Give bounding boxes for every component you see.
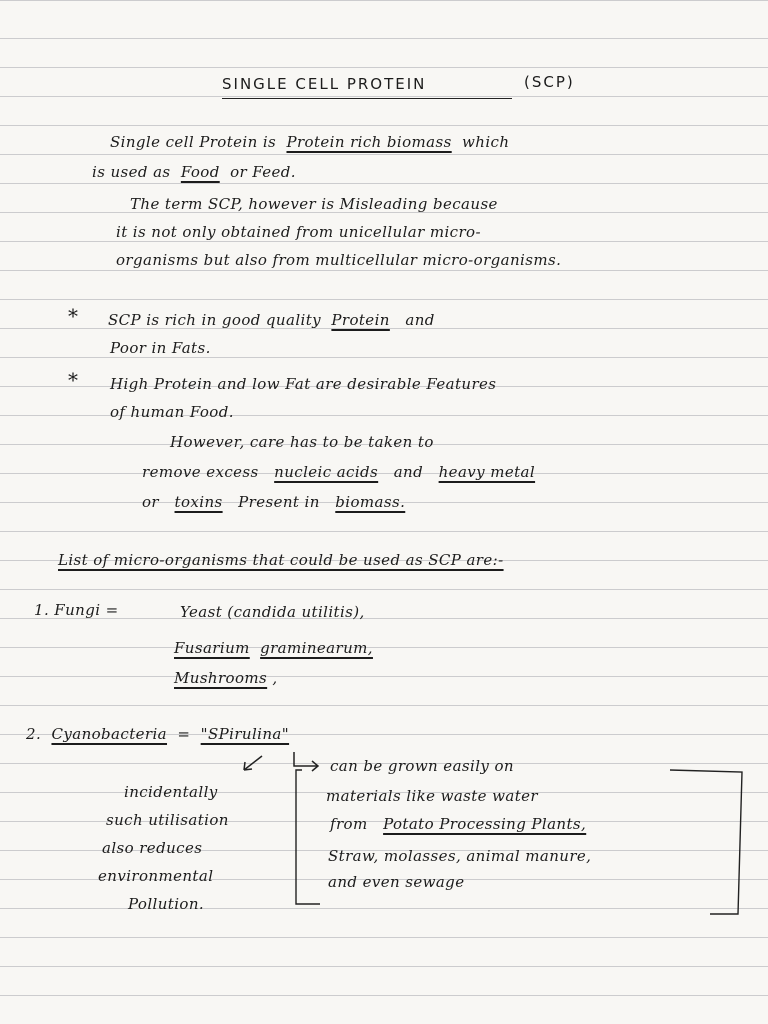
fungi-text: , — [272, 669, 278, 687]
note-line-2 — [142, 462, 535, 482]
bullet-star: * — [68, 368, 79, 392]
intro-text: is used as — [92, 163, 171, 181]
note-text: and — [393, 463, 424, 481]
list-heading: List of micro-organisms that could be used as SCP are:- — [58, 551, 504, 569]
fungi-line-3 — [174, 668, 277, 688]
bullet-1-line-2: Poor in Fats. — [110, 339, 211, 357]
side-note-line-2: such utilisation — [106, 811, 229, 829]
heavy-metal-term: heavy metal — [438, 463, 536, 481]
box-line-3 — [330, 814, 586, 834]
protein-term: Protein — [331, 311, 390, 329]
note-line-3 — [142, 492, 405, 512]
side-note-line-5: Pollution. — [128, 895, 205, 913]
bullet-text: SCP is rich in good quality — [108, 311, 322, 329]
bullet-text: and — [405, 311, 435, 329]
note-text: Present in — [238, 493, 320, 511]
fungi-label: 1. Fungi = — [34, 601, 119, 619]
intro-line-3: The term SCP, however is Misleading because — [130, 195, 498, 213]
cyano-line — [26, 724, 289, 744]
spirulina-term: "SPirulina" — [200, 725, 290, 743]
intro-line-1 — [110, 132, 509, 152]
box-text: from — [330, 815, 368, 833]
side-note-line-1: incidentally — [124, 783, 218, 801]
margin-line — [0, 0, 768, 1]
fungi-line-2 — [174, 638, 373, 658]
graminearum-term: graminearum, — [260, 639, 373, 657]
potato-plants-term: Potato Processing Plants, — [383, 815, 587, 833]
side-note-line-3: also reduces — [102, 839, 203, 857]
intro-text: Single cell Protein is — [110, 133, 277, 151]
box-line-5: and even sewage — [328, 873, 465, 891]
intro-text: which — [462, 133, 510, 151]
bullet-star: * — [68, 304, 79, 328]
note-text: or — [142, 493, 160, 511]
intro-line-2 — [92, 162, 296, 182]
toxins-term: toxins — [174, 493, 223, 511]
fusarium-term: Fusarium — [174, 639, 250, 657]
intro-line-4: it is not only obtained from unicellular micro- — [116, 223, 481, 241]
bullet-2-line-1: High Protein and low Fat are desirable Features — [110, 375, 497, 393]
biomass-term: biomass. — [335, 493, 406, 511]
box-line-4: Straw, molasses, animal manure, — [328, 847, 592, 865]
bullet-2-line-2: of human Food. — [110, 403, 234, 421]
page-title: SINGLE CELL PROTEIN — [222, 75, 427, 93]
nucleic-acids-term: nucleic acids — [274, 463, 379, 481]
side-note-line-4: environmental — [98, 867, 214, 885]
mushrooms-term: Mushrooms — [174, 669, 268, 687]
intro-text: or Feed. — [230, 163, 296, 181]
cyano-equals: = — [177, 725, 191, 743]
intro-line-5: organisms but also from multicellular micro-organisms. — [116, 251, 562, 269]
note-text: remove excess — [142, 463, 259, 481]
page-title-abbr: (SCP) — [524, 73, 575, 91]
down-left-arrow-icon — [236, 752, 266, 776]
note-line-1: However, care has to be taken to — [170, 433, 434, 451]
cyanobacteria-term: Cyanobacteria — [51, 725, 168, 743]
food-term: Food — [180, 163, 220, 181]
title-underline — [222, 98, 512, 99]
protein-rich-biomass: Protein rich biomass — [286, 133, 452, 151]
box-line-2: materials like waste water — [326, 787, 538, 805]
fungi-yeast: Yeast (candida utilitis), — [180, 603, 365, 621]
cyano-number: 2. — [26, 725, 42, 743]
bullet-1-line-1 — [108, 310, 435, 330]
box-line-1: can be grown easily on — [330, 757, 514, 775]
